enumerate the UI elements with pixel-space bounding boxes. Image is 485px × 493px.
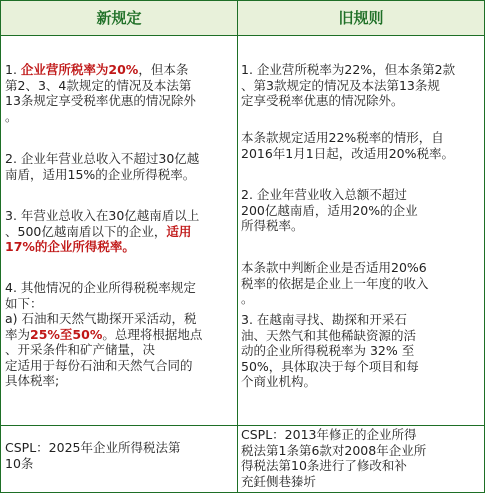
new-rules-cell: [5, 36, 235, 424]
header-new-rule: 新规定: [96, 9, 142, 27]
new-rule-3: 3. 年营业总收入在30亿越南盾以上 、500亿越南盾以下的企业，适用 17%的企业所得税率。: [5, 208, 200, 254]
header-old-rule: 旧规则: [338, 9, 384, 27]
old-rule-3: 3. 在越南寻找、勘探和开采石 油、天然气和其他稀缺资源的活 动的企业所得税税率为 32% 至 50%，具体取决于每个项目和每 个商业机构。: [241, 312, 419, 389]
old-rules-cell: [241, 36, 479, 424]
new-rule-1-highlight: 企业营所税率为20%: [20, 62, 139, 77]
new-rule-2: 2. 企业年营业总收入不超过30亿越 南盾，适用15%的企业所得税率。: [5, 151, 200, 182]
new-rule-4-highlight: 25%至50%: [30, 326, 103, 342]
old-rule-1: 1. 企业营所税率为22%，但本条第2款 、第3款规定的情况及本法第13条规 定享受税率优惠的情况除外。: [241, 62, 456, 108]
old-rule-2: 2. 企业年营业收入总额不超过 200亿越南盾，适用20%的企业 所得税率。: [241, 187, 418, 233]
new-rule-1: 1. 企业营所税率为20%，但本条 第2、3、4款规定的情况及本法第 13条规定享受税率优惠的情况除外 。: [5, 62, 196, 124]
new-source: CSPL：2025年企业所得税法第 10条: [5, 440, 181, 471]
old-rule-2-note: 本条款中判断企业是否适用20%6 税率的依据是企业上一年度的收入 。: [241, 260, 429, 306]
old-source: CSPL：2013年修正的企业所得 税法第1条第6款对2008年企业所 得税法第10条进行了修改和补 充鈓侧巷獉圻: [241, 427, 427, 489]
table-header: [1, 1, 484, 36]
new-source-cell: [5, 426, 235, 492]
old-rule-1-note: 本条款规定适用22%税率的情形，自 2016年1月1日起，改适用20%税率。: [241, 130, 455, 161]
column-divider: [237, 1, 238, 492]
new-rule-4: 4. 其他情况的企业所得税税率规定 如下： a) 石油和天然气勘探开采活动，税 率为25%至50%。总理将根据地点 、开采条件和矿产储量，决 定适用于每份石油和天然气合同的 具体税率;: [5, 280, 203, 388]
new-rule-3-highlight: 适用 17%的企业所得税率。: [5, 223, 192, 254]
old-source-cell: [241, 426, 479, 492]
